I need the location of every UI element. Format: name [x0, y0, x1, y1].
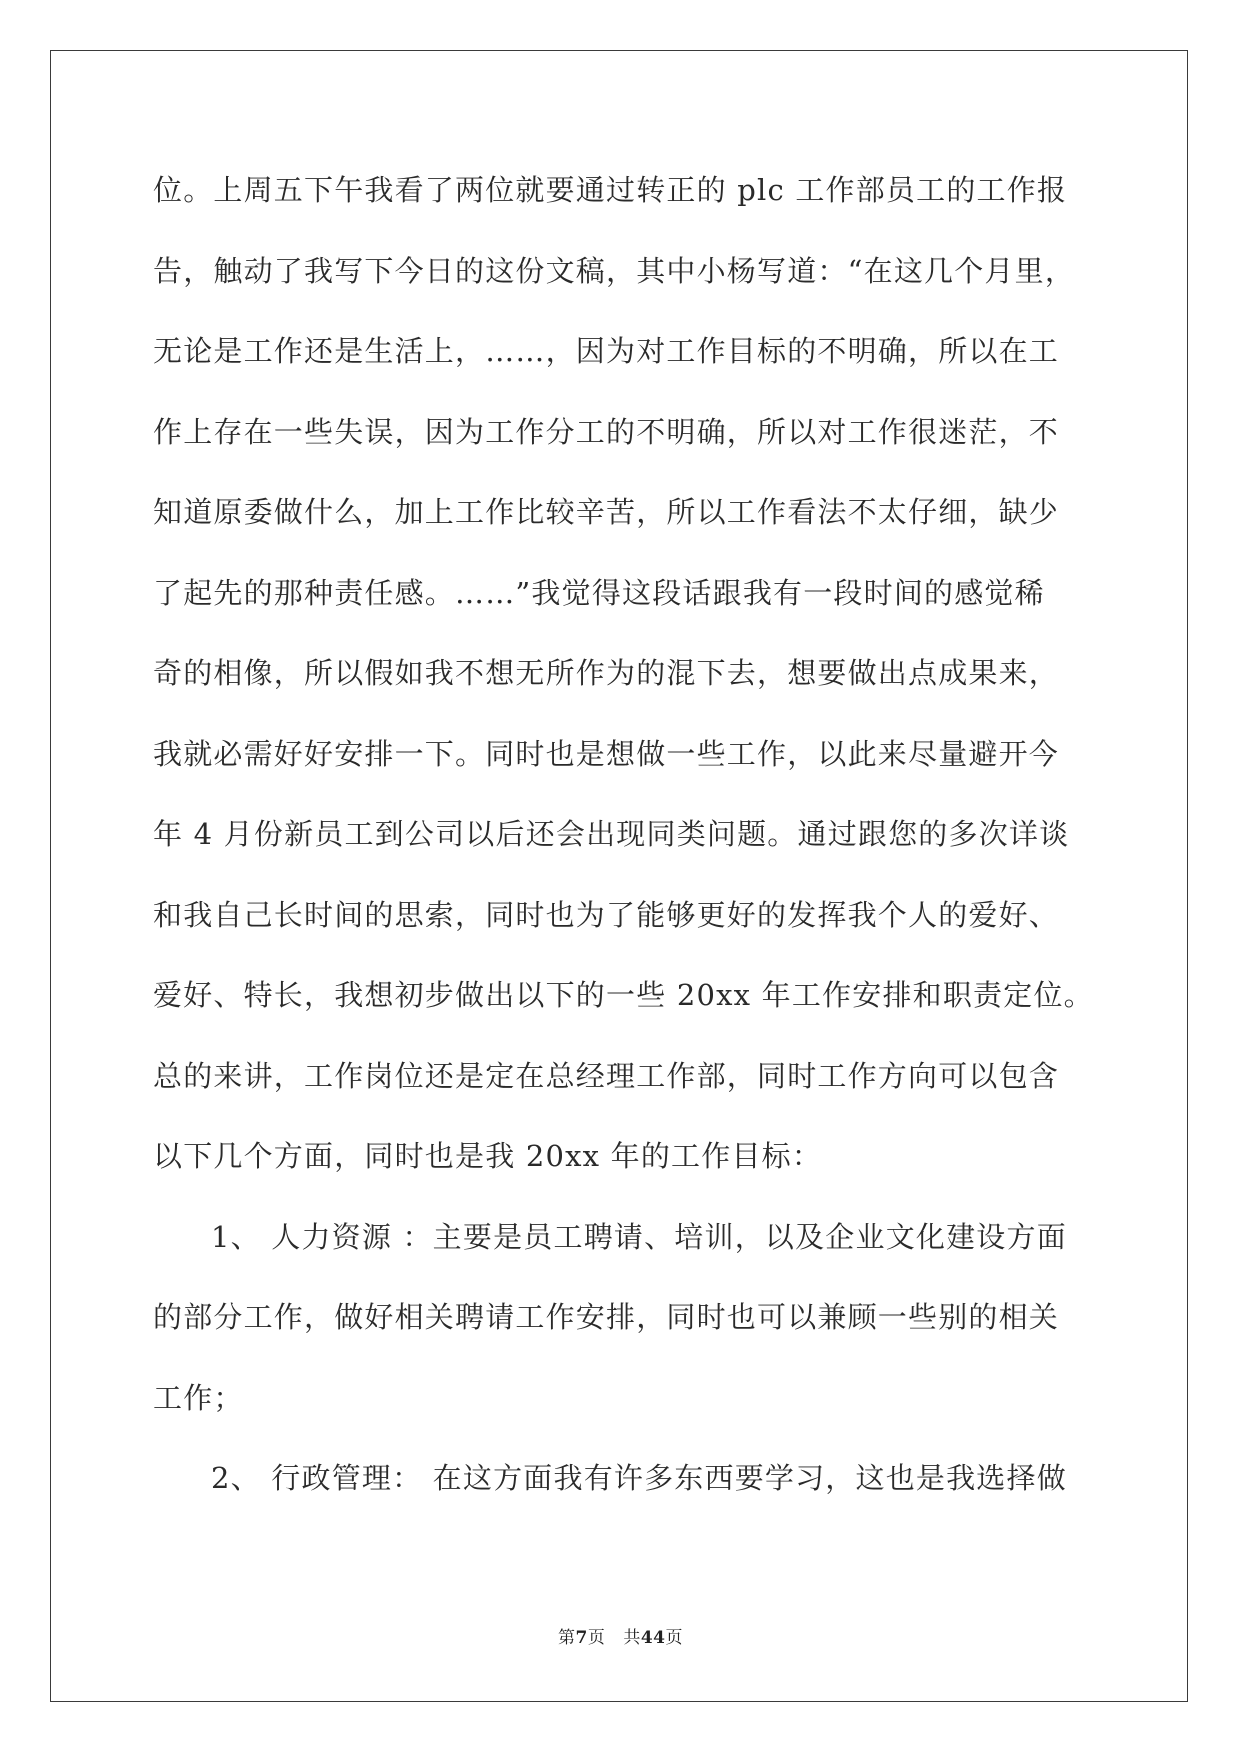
- body-line: 爱好、特长，我想初步做出以下的一些 20xx 年工作安排和职责定位。: [153, 978, 1094, 1012]
- body-line: 年 4 月份新员工到公司以后还会出现同类问题。通过跟您的多次详谈: [153, 817, 1070, 851]
- body-line: 位。上周五下午我看了两位就要通过转正的 plc 工作部员工的工作报: [153, 173, 1068, 207]
- body-line: 告，触动了我写下今日的这份文稿，其中小杨写道：“在这几个月里，: [153, 253, 1076, 288]
- body-line: 我就必需好好安排一下。同时也是想做一些工作，以此来尽量避开今: [153, 736, 1060, 771]
- footer-total-suffix: 页: [665, 1628, 683, 1648]
- body-line: 奇的相像，所以假如我不想无所作为的混下去，想要做出点成果来，: [153, 656, 1060, 690]
- body-line: 总的来讲，工作岗位还是定在总经理工作部，同时工作方向可以包含: [153, 1058, 1060, 1093]
- body-line: 作上存在一些失误，因为工作分工的不明确，所以对工作很迷茫，不: [153, 414, 1060, 449]
- page-number: 7: [575, 1628, 588, 1648]
- body-line: 工作；: [153, 1380, 244, 1415]
- body-line: 了起先的那种责任感。……”我觉得这段话跟我有一段时间的感觉稀: [153, 575, 1045, 610]
- body-line: 无论是工作还是生活上，……，因为对工作目标的不明确，所以在工: [153, 334, 1060, 368]
- document-body: [153, 162, 1093, 1531]
- body-line: 和我自己长时间的思索，同时也为了能够更好的发挥我个人的爱好、: [153, 897, 1060, 932]
- body-line: 的部分工作，做好相关聘请工作安排，同时也可以兼顾一些别的相关: [153, 1300, 1060, 1334]
- total-pages: 44: [640, 1628, 666, 1648]
- footer-total-prefix: 共: [623, 1628, 641, 1648]
- list-item-line: 1、 人力资源 ：主要是员工聘请、培训，以及企业文化建设方面: [211, 1219, 1067, 1254]
- footer-prefix: 第: [557, 1628, 576, 1648]
- body-line: 以下几个方面，同时也是我 20xx 年的工作目标：: [153, 1139, 823, 1173]
- list-item-line: 2、 行政管理： 在这方面我有许多东西要学习，这也是我选择做: [211, 1461, 1067, 1495]
- body-line: 知道原委做什么，加上工作比较辛苦，所以工作看法不太仔细，缺少: [153, 495, 1060, 529]
- page-footer: [0, 1623, 1241, 1648]
- footer-page-suffix: 页: [587, 1628, 606, 1648]
